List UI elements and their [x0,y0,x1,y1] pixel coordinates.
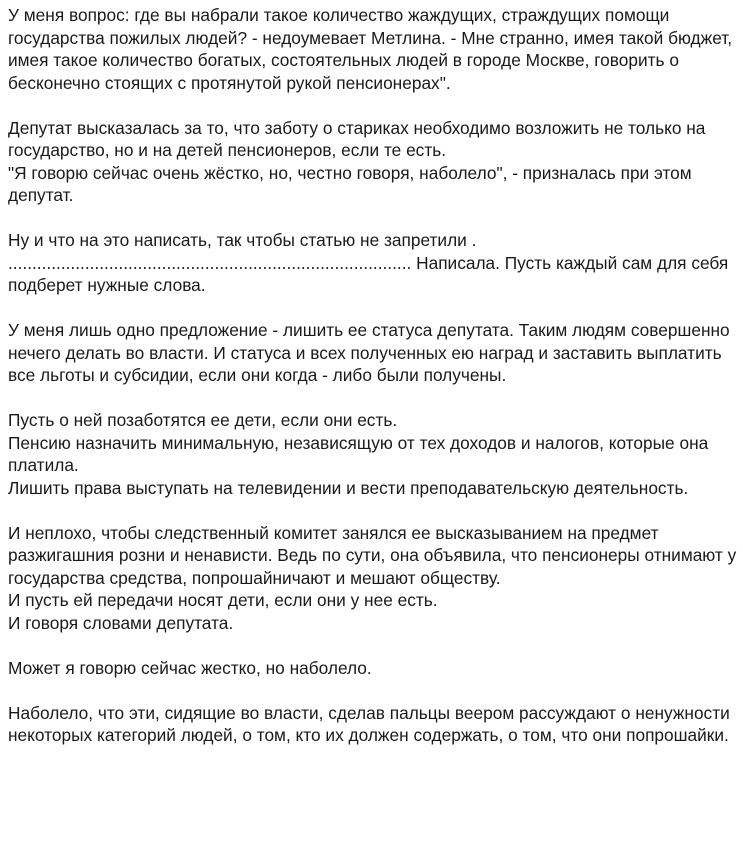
paragraph: И неплохо, чтобы следственный комитет занялся ее высказыванием на предмет разжигашния розни и ненависти. Ведь по сути, она объявила, что пенсионеры отнимают у государства средства, попрошайничают и мешают обществу. И пусть ей передачи носят дети, если они у нее есть. И говоря словами депутата. [8,522,737,633]
paragraph: У меня вопрос: где вы набрали такое количество жаждущих, страждущих помощи государства пожилых людей? - недоумевает Метлина. - Мне странно, имея такой бюджет, имея такое количество богатых, состоятельных людей в городе Москве, говорить о бесконечно стоящих с протянутой рукой пенсионерах". [8,5,733,93]
paragraph: Может я говорю сейчас жестко, но наболело. [8,657,372,678]
paragraph: Наболело, что эти, сидящие во власти, сделав пальцы веером рассуждают о ненужности некоторых категорий людей, о том, кто их должен содержать, о том, что они попрошайки. [8,702,730,745]
paragraph: Ну и что на это написать, так чтобы статью не запретили . .................................................................................... Написала. Пусть каждый сам для себя подберет нужные слова. [8,230,729,295]
paragraph: У меня лишь одно предложение - лишить ее статуса депутата. Таким людям совершенно нечего делать во власти. И статуса и всех полученных ею наград и заставить выплатить все льготы и субсидии, если они когда - либо были получены. [8,320,730,385]
paragraph: Пусть о ней позаботятся ее дети, если они есть. Пенсию назначить минимальную, независящую от тех доходов и налогов, которые она платила. Лишить права выступать на телевидении и вести преподавательскую деятельность. [8,410,709,498]
paragraph: Депутат высказалась за то, что заботу о стариках необходимо возложить не только на государство, но и на детей пенсионеров, если те есть. "Я говорю сейчас очень жёстко, но, честно говоря, наболело", - призналась при этом депутат. [8,117,706,205]
